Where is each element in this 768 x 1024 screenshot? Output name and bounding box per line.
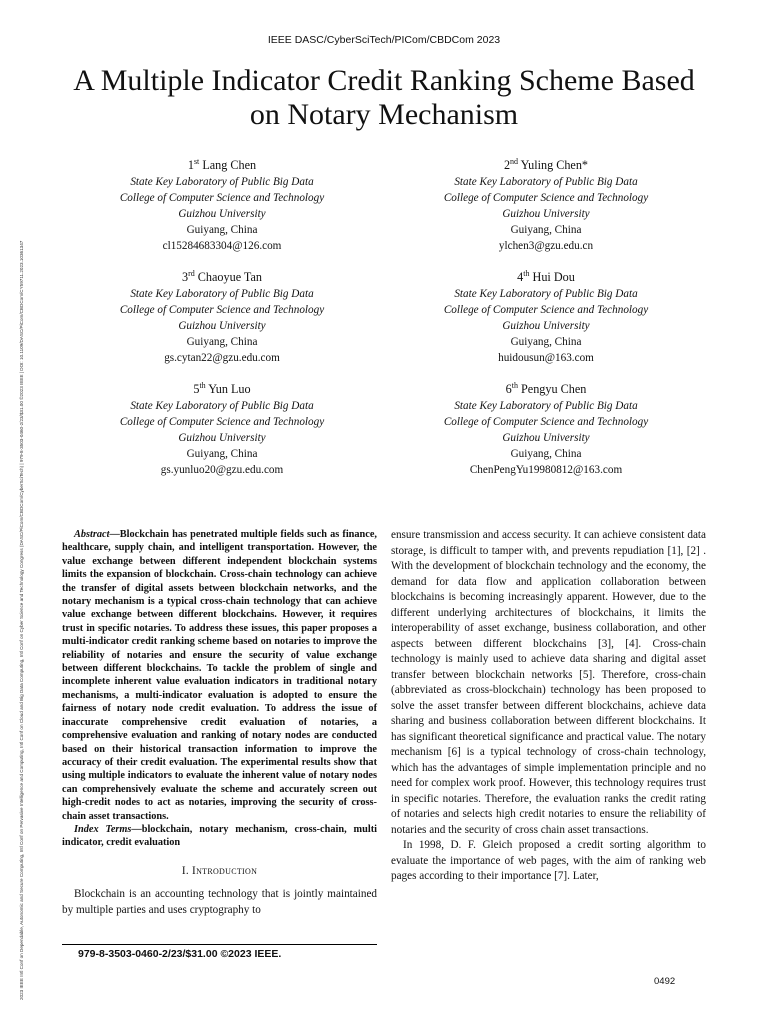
conference-header: IEEE DASC/CyberSciTech/PICom/CBDCom 2023 bbox=[267, 34, 501, 46]
index-terms bbox=[62, 823, 377, 850]
author-name: 5th Yun Luo bbox=[193, 381, 251, 397]
author-university: Guizhou University bbox=[178, 432, 266, 445]
abstract-text: —Blockchain has penetrated multiple fields such as finance, healthcare, supply chain, and intelligent transportation. However, the value exchange between different independent blockchain systems limits the expansion of blockchain. Cross-chain technology can achieve the transfer of digital assets between blockchain networks, and the notary mechanism is a typical cross-chain technology that can achieve value exchange between different blockchains. However, it requires trust in specific notaries. To address these issues, this paper proposes a multi-indicator credit ranking scheme based on notaries to improve the reliability of notaries and ensure the security of value exchange between different blockchains. To tackle the problem of single and incomplete inherent value evaluation indicators in traditional notary mechanisms, a multi-indicator evaluation is adopted to ensure the fairness of notary node credit evaluation. To address the issue of inaccurate comprehensive credit evaluation of notaries, a comprehensive evaluation and ranking of notary nodes are conducted based on their historical transaction information to improve the accuracy of their credit evaluation. The experimental results show that using multiple indicators to evaluate the inherent value of notary nodes can comprehensively evaluate the scheme and accurately screen out high-credit nodes to act as notaries, improving the security of cross-chain asset transactions. bbox=[62, 529, 377, 822]
index-terms-label: Index Terms bbox=[74, 823, 132, 835]
author-lab: State Key Laboratory of Public Big Data bbox=[454, 400, 638, 413]
author-university: Guizhou University bbox=[502, 432, 590, 445]
author-card bbox=[384, 153, 708, 265]
body-paragraph: In 1998, D. F. Gleich proposed a credit sorting algorithm to evaluate the importance of web pages, with the aim of ranking web pages according to their importance [7]. Later, bbox=[391, 839, 706, 882]
author-name: 4th Hui Dou bbox=[517, 269, 575, 285]
author-college: College of Computer Science and Technology bbox=[443, 304, 649, 317]
author-city: Guiyang, China bbox=[186, 224, 258, 237]
author-college: College of Computer Science and Technology bbox=[443, 416, 649, 429]
side-metadata-strip bbox=[7, 10, 25, 1010]
abstract-label: Abstract bbox=[74, 529, 110, 540]
author-email: cl15284683304@126.com bbox=[162, 240, 282, 253]
author-name: 1st Lang Chen bbox=[187, 157, 257, 173]
title-line-1: A Multiple Indicator Credit Ranking Scheme Based bbox=[73, 64, 695, 97]
index-terms-text: —blockchain, notary mechanism, cross-chain, multi indicator, credit evaluation bbox=[62, 823, 377, 849]
author-college: College of Computer Science and Technology bbox=[119, 416, 325, 429]
author-name: 3rd Chaoyue Tan bbox=[181, 269, 263, 285]
author-university: Guizhou University bbox=[178, 208, 266, 221]
left-column bbox=[62, 528, 377, 918]
author-university: Guizhou University bbox=[502, 208, 590, 221]
author-row bbox=[60, 153, 708, 265]
author-lab: State Key Laboratory of Public Big Data bbox=[130, 176, 314, 189]
right-column bbox=[391, 528, 706, 885]
author-email: huidousun@163.com bbox=[498, 352, 594, 365]
author-lab: State Key Laboratory of Public Big Data bbox=[130, 288, 314, 301]
author-college: College of Computer Science and Technology bbox=[119, 192, 325, 205]
author-email: ylchen3@gzu.edu.cn bbox=[498, 240, 594, 253]
author-card bbox=[384, 377, 708, 489]
author-city: Guiyang, China bbox=[510, 448, 582, 461]
page-number: 0492 bbox=[654, 976, 676, 987]
author-card bbox=[60, 153, 384, 265]
author-card bbox=[60, 265, 384, 377]
side-metadata-text: 2023 IEEE Intl Conf on Dependable, Autonomic and Secure Computing, Intl Conf on Pervasive Intelligence and Computing, Intl Conf on Cloud and Big Data Computing, Intl Conf on Cyber Science and Technology Congress (DASC/PiCom/CBDCom/CyberSciTech) | 979-8-3503-0460-2/23/$31.00 ©2023 IEEE | DOI: 10.1109/DASC/PiCom/CBDCom/CY59711.2023.10361347 bbox=[19, 240, 24, 1000]
author-city: Guiyang, China bbox=[186, 336, 258, 349]
author-card bbox=[384, 265, 708, 377]
author-email: gs.yunluo20@gzu.edu.com bbox=[160, 464, 284, 477]
author-email: gs.cytan22@gzu.edu.com bbox=[164, 352, 280, 365]
author-row bbox=[60, 377, 708, 489]
author-college: College of Computer Science and Technology bbox=[119, 304, 325, 317]
abstract bbox=[62, 528, 377, 823]
author-city: Guiyang, China bbox=[510, 336, 582, 349]
paper-title bbox=[40, 64, 728, 132]
author-university: Guizhou University bbox=[502, 320, 590, 333]
author-university: Guizhou University bbox=[178, 320, 266, 333]
intro-paragraph: Blockchain is an accounting technology that is jointly maintained by multiple parties and uses cryptography to bbox=[62, 888, 377, 916]
author-block bbox=[60, 153, 708, 489]
author-row bbox=[60, 265, 708, 377]
author-card bbox=[60, 377, 384, 489]
title-line-2: on Notary Mechanism bbox=[249, 98, 519, 131]
author-name: 6th Pengyu Chen bbox=[505, 381, 587, 397]
footer-rule bbox=[62, 944, 377, 945]
author-name: 2nd Yuling Chen* bbox=[503, 157, 589, 173]
author-lab: State Key Laboratory of Public Big Data bbox=[454, 288, 638, 301]
section-heading-introduction: I. Introduction bbox=[181, 864, 258, 877]
author-lab: State Key Laboratory of Public Big Data bbox=[130, 400, 314, 413]
author-city: Guiyang, China bbox=[510, 224, 582, 237]
author-lab: State Key Laboratory of Public Big Data bbox=[454, 176, 638, 189]
author-city: Guiyang, China bbox=[186, 448, 258, 461]
author-college: College of Computer Science and Technology bbox=[443, 192, 649, 205]
body-paragraph: ensure transmission and access security. It can achieve consistent data storage, is difficult to tamper with, and prevents repudiation [1], [2] . With the development of blockchain technology and the economy, the demand for data flow and application collaboration between blockchains is becoming increasingly apparent. However, due to the different underlying architectures of blockchains, it limits the interoperability of asset exchange, business collaboration, and other aspects between different blockchains [3], [4]. Cross-chain technology is mainly used to achieve data sharing and digital asset transfer between blockchain networks [5]. Therefore, cross-chain (abbreviated as cross-blockchain) technology has been proposed to solve the asset transfer between different blockchains, achieve data sharing and business collaboration between different blockchains. It has significant theoretical significance and practical value. The notary mechanism [6] is a typical technology of cross-chain technology, which has the advantages of simple implementation principle and no need for complex work proof. However, this technology requires trust in specific notaries. Therefore, the evaluation ranks the credit rating of notaries and selects high credit notaries to ensure the reliability of notaries and the security of cross chain asset transactions. bbox=[391, 529, 706, 836]
copyright-notice: 979-8-3503-0460-2/23/$31.00 ©2023 IEEE. bbox=[78, 948, 282, 960]
author-email: ChenPengYu19980812@163.com bbox=[469, 464, 623, 477]
